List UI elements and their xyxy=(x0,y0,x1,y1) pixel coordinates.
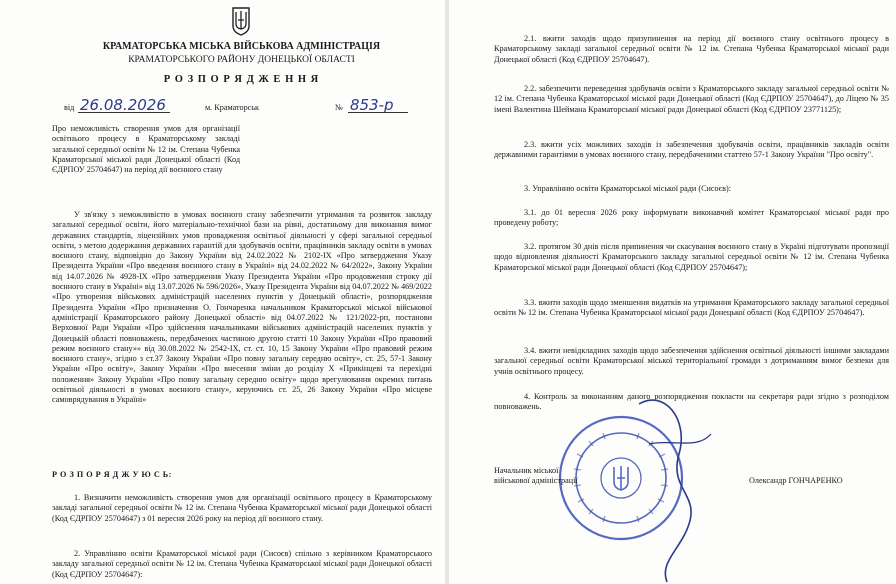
signatory-title-line1: Начальник міської xyxy=(494,466,559,475)
item-4: 4. Контроль за виконанням даного розпорядження покласти на секретаря ради згідно з розподілом повноважень. xyxy=(494,392,889,412)
item-1: 1. Визначити неможливість створення умов для організації освітнього процесу в Краматорському закладі загальної середньої освіти № 12 ім. Степана Чубенка Краматорської міської ради Донецької області (Код ЄДРПОУ 25704647) з 01 вересня 2026 року на період дії воєнного стану. xyxy=(52,493,432,523)
date-underline xyxy=(78,112,170,113)
item-3-4: 3.4. вжити невідкладних заходів щодо забезпечення здійснення освітньої діяльності іншими закладами загальної середньої освіти Краматорської міської територіальної громади з дотриманням вимог безпеки для учнів освітнього процесу. xyxy=(494,346,889,376)
trident-emblem-icon xyxy=(230,6,252,36)
item-2: 2. Управлінню освіти Краматорської міської ради (Сисоєв) спільно з керівником Краматорського закладу загальної середньої освіти № 12 ім. Степана Чубенка Краматорської міської ради Донецької області (Код ЄДРПОУ 25704647): xyxy=(52,549,432,579)
item-2-2: 2.2. забезпечити переведення здобувачів освіти з Краматорського закладу загальної середньої освіти № 12 ім. Степана Чубенка Краматорської міської ради Донецької області (Код ЄДРПОУ 25704647), до Ліцею № 35 імені Валентина Шеймана Краматорської міської ради Донецької області (Код ЄДРПОУ 23771125); xyxy=(494,84,889,114)
org-name-line1: КРАМАТОРСЬКА МІСЬКА ВІЙСЬКОВА АДМІНІСТРАЦІЯ xyxy=(102,41,381,52)
handwritten-number: 853-р xyxy=(350,96,394,114)
document-page-2 xyxy=(449,0,896,584)
item-3-2: 3.2. протягом 30 днів після припинення чи скасування воєнного стану в Україні підготувати пропозиції щодо відновлення діяльності Краматорського закладу загальної середньої освіти № 12 ім. Степана Чубенка Краматорської міської ради Донецької області (Код ЄДРПОУ 25704647); xyxy=(494,242,889,272)
number-prefix: № xyxy=(335,103,343,112)
item-2-3: 2.3. вжити усіх можливих заходів із забезпечення здобувачів освіти, працівників закладів освіти державними гарантіями в умовах воєнного стану, передбаченими статтею 57-1 Закону України "Про освіту". xyxy=(494,140,889,160)
signatory-title-line2: військової адміністрації xyxy=(494,476,578,485)
city: м. Краматорськ xyxy=(205,103,260,112)
number-underline xyxy=(348,112,408,113)
item-3-3: 3.3. вжити заходів щодо зменшення видатків на утримання Краматорського закладу загальної середньої освіти № 12 ім. Степана Чубенка Краматорської міської ради Донецької області (Код ЄДРПОУ 25704647). xyxy=(494,298,889,318)
item-3: 3. Управлінню освіти Краматорської міської ради (Сисоєв): xyxy=(524,184,732,193)
subject: Про неможливість створення умов для організації освітнього процесу в Краматорському закладі загальної середньої освіти № 12 ім. Степана Чубенка Краматорської міської ради Донецької області (Код ЄДРПОУ 25704647) на період дії воєнного стану xyxy=(52,124,240,175)
doc-type-heading: Р О З П О Р Я Д Ж Е Н Н Я xyxy=(163,74,320,85)
document-page-1 xyxy=(0,0,445,584)
org-name-line2: КРАМАТОРСЬКОГО РАЙОНУ ДОНЕЦЬКОЇ ОБЛАСТІ xyxy=(128,55,355,65)
handwritten-signature-icon xyxy=(619,384,729,584)
item-2-1: 2.1. вжити заходів щодо призупинення на період дії воєнного стану освітнього процесу в Краматорському закладі загальної середньої освіти № 12 ім. Степана Чубенка Краматорської міської ради Донецької області (Код ЄДРПОУ 25704647). xyxy=(494,34,889,64)
date-prefix: від xyxy=(64,103,75,112)
order-word: Р О З П О Р Я Д Ж У Ю С Ь: xyxy=(52,470,172,479)
handwritten-date: 26.08.2026 xyxy=(80,96,166,114)
signatory-name: Олександр ГОНЧАРЕНКО xyxy=(749,476,843,485)
item-3-1: 3.1. до 01 вересня 2026 року інформувати виконавчий комітет Краматорської міської ради про проведену роботу; xyxy=(494,208,889,228)
preamble-paragraph: У зв'язку з неможливістю в умовах воєнного стану забезпечити утримання та розвиток закладу загальної середньої освіти, його матеріально-технічної бази на рівні, достатньому для виконання вимог державних стандартів, ліцензійних умов провадження освітньої діяльності у сфері загальної середньої освіти, з метою додержання державних гарантій для здобувачів освіти, працівників закладу освіти в умовах воєнного стану, відповідно до Закону України від 24.02.2022 № 2102-IX «Про затвердження Указу Президента України «Про введення воєнного стану в Україні» від 24.02.2022 № 64/2022», Закону України від 14.07.2026 № 4928-IX «Про затвердження Указу Президента України «Про продовження строку дії воєнного стану в Україні» від 13.07.2026 № 596/2026», Указу Президента України від 04.07.2022 № 469/2022 «Про утворення військових адміністрацій населених пунктів у Донецькій області», розпорядження Президента України «Про призначення О. Гончаренка начальником Краматорської міської військової адміністрації Краматорського району Донецької області» від 04.07.2022 № 121/2022-рп, постанови Верховної Ради України «Про здійснення начальниками військових адміністрацій населених пунктів у Донецькій області повноважень, передбачених частиною другою статті 10 Закону України «Про правовий режим воєнного стану»» від 30.08.2022 № 2542-IX, ст. ст. 10, 15 Закону України «Про правовий режим воєнного стану», згідно з ст.37 Закону України «Про повну загальну середню освіту», ст. 25, 57-1 Закону України «Про освіту», Закону України «Про внесення зміни до розділу X «Прикінцеві та перехідні положення» Закону України «Про повну загальну середню освіту» щодо врегулювання окремих питань освітньої діяльності в умовах воєнного стану», керуючись ст. 25, 26 Закону України «Про місцеве самоврядування в Україні» xyxy=(52,210,432,405)
